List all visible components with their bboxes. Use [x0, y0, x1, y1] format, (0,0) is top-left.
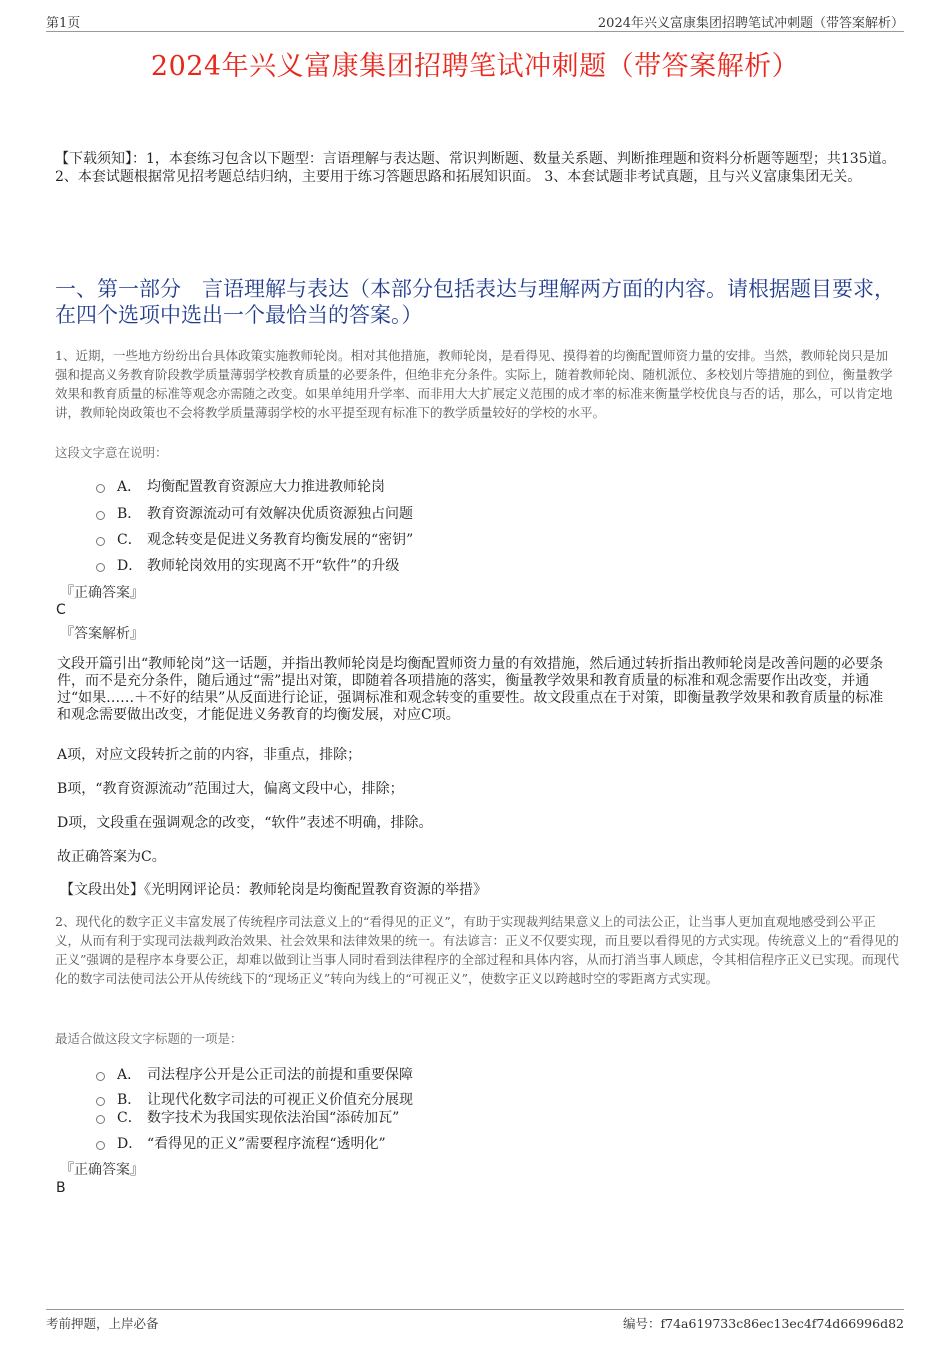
question-2-text: 2、现代化的数字正义丰富发展了传统程序司法意义上的“看得见的正义”，有助于实现裁判结果意义上的司法公正，让当事人更加直观地感受到公平正义，从而有利于实现司法裁判政治效果、社会效果和法律效果的统一。有法谚言：正义不仅要实现，而且要以看得见的方式实现。传统意义上的“看得见的正义”强调的是程序本身要公正，却难以做到让当事人同时看到法律程序的全部过程和具体内容，从而打消当事人顾虑，令其相信程序正义已实现。而现代化的数字司法使司法公开从传统线下的“现场正义”转向为线上的“可视正义”，使数字正义以跨越时空的零距离方式实现。: [55, 914, 899, 986]
radio-icon[interactable]: [96, 1141, 105, 1150]
radio-icon[interactable]: [96, 1115, 105, 1124]
option-text: 让现代化数字司法的可视正义价值充分展现: [147, 1092, 413, 1108]
question-2-option-c[interactable]: [96, 1107, 399, 1127]
question-1-analysis-label: 『答案解析』: [60, 626, 144, 642]
option-letter: A．: [117, 1067, 142, 1083]
footer-divider: [46, 1309, 904, 1310]
option-letter: D．: [117, 558, 143, 574]
question-2-answer-label: 『正确答案』: [60, 1162, 144, 1178]
question-2-answer: B: [56, 1180, 66, 1196]
header-doc-title: 2024年兴义富康集团招聘笔试冲刺题（带答案解析）: [597, 16, 904, 31]
section-title: 一、第一部分 言语理解与表达（本部分包括表达与理解两方面的内容。请根据题目要求，在四个选项中选出一个最恰当的答案。）: [55, 277, 895, 327]
question-1-text: 1、近期，一些地方纷纷出台具体政策实施教师轮岗。相对其他措施，教师轮岗，是看得见、摸得着的均衡配置师资力量的安排。当然，教师轮岗只是加强和提高义务教育阶段教学质量薄弱学校教育质量的必要条件，但绝非充分条件。实际上，随着教师轮岗、随机派位、多校划片等措施的到位，衡量教学效果和教育质量的标准等观念亦需随之改变。如果单纯用升学率、而非用大大扩展定义范围的成才率的标准来衡量学校优良与否的话，那么，可以肯定地讲，教师轮岗政策也不会将教学质量薄弱学校的水平提至现有标准下的教学质量较好的学校的水平。: [55, 348, 893, 420]
question-1-prompt: 这段文字意在说明：: [55, 445, 168, 460]
question-1-option-a[interactable]: [96, 476, 385, 496]
question-1-option-b[interactable]: [96, 503, 413, 523]
option-text: 教师轮岗效用的实现离不开“软件”的升级: [147, 558, 400, 574]
option-text: “看得见的正义”需要程序流程“透明化”: [147, 1136, 386, 1152]
question-2-prompt: 最适合做这段文字标题的一项是：: [55, 1031, 243, 1046]
option-text: 数字技术为我国实现依法治国“添砖加瓦”: [147, 1110, 400, 1126]
radio-icon[interactable]: [96, 537, 105, 546]
radio-icon[interactable]: [96, 511, 105, 520]
question-1-option-d[interactable]: [96, 555, 399, 575]
question-1-source: 【文段出处】《光明网评论员：教师轮岗是均衡配置教育资源的举措》: [60, 882, 487, 898]
option-letter: A．: [117, 479, 142, 495]
option-text: 观念转变是促进义务教育均衡发展的“密钥”: [147, 532, 414, 548]
page-number: 第1页: [46, 16, 81, 31]
question-2-option-d[interactable]: [96, 1133, 386, 1153]
question-1-analysis-line: D项，文段重在强调观念的改变，“软件”表述不明确，排除。: [57, 815, 433, 831]
option-text: 司法程序公开是公正司法的前提和重要保障: [147, 1067, 413, 1083]
radio-icon[interactable]: [96, 1097, 105, 1106]
footer-slogan: 考前押题，上岸必备: [46, 1316, 159, 1331]
option-letter: B．: [117, 506, 142, 522]
question-1-answer: C: [56, 602, 66, 618]
question-2-option-b[interactable]: [96, 1089, 413, 1109]
option-letter: D．: [117, 1136, 143, 1152]
question-1-option-c[interactable]: [96, 529, 413, 549]
option-letter: B．: [117, 1092, 142, 1108]
question-1-analysis-line: 故正确答案为C。: [57, 849, 166, 865]
option-letter: C．: [117, 532, 142, 548]
option-text: 均衡配置教育资源应大力推进教师轮岗: [147, 479, 385, 495]
footer-doc-id: 编号：f74a619733c86ec13ec4f74d66996d82: [623, 1316, 904, 1331]
question-2-option-a[interactable]: [96, 1064, 413, 1084]
radio-icon[interactable]: [96, 563, 105, 572]
header-divider: [46, 31, 904, 32]
page-title: 2024年兴义富康集团招聘笔试冲刺题（带答案解析）: [150, 51, 800, 82]
radio-icon[interactable]: [96, 1072, 105, 1081]
download-notice: 【下载须知】：1，本套练习包含以下题型：言语理解与表达题、常识判断题、数量关系题、判断推理题和资料分析题等题型；共135道。 2、本套试题根据常见招考题总结归纳，主要用于练习答题思路和拓展知识面。 3、本套试题非考试真题，且与兴义富康集团无关。: [55, 151, 896, 185]
radio-icon[interactable]: [96, 484, 105, 493]
question-1-analysis-line: B项，“教育资源流动”范围过大，偏离文段中心，排除；: [57, 781, 404, 797]
question-1-answer-label: 『正确答案』: [60, 585, 144, 601]
option-text: 教育资源流动可有效解决优质资源独占问题: [147, 506, 413, 522]
question-1-analysis: 文段开篇引出“教师轮岗”这一话题，并指出教师轮岗是均衡配置师资力量的有效措施，然后通过转折指出教师轮岗是改善问题的必要条件，而不是充分条件，随后通过“需”提出对策，即随着各项措施的落实，衡量教学效果和教育质量的标准和观念需要作出改变，并通过“如果……＋不好的结果”从反面进行论证，强调标准和观念转变的重要性。故文段重点在于对策，即衡量教学效果和教育质量的标准和观念需要做出改变，才能促进义务教育的均衡发展，对应C项。: [57, 656, 884, 723]
option-letter: C．: [117, 1110, 142, 1126]
question-1-analysis-line: A项，对应文段转折之前的内容，非重点，排除；: [57, 747, 362, 763]
